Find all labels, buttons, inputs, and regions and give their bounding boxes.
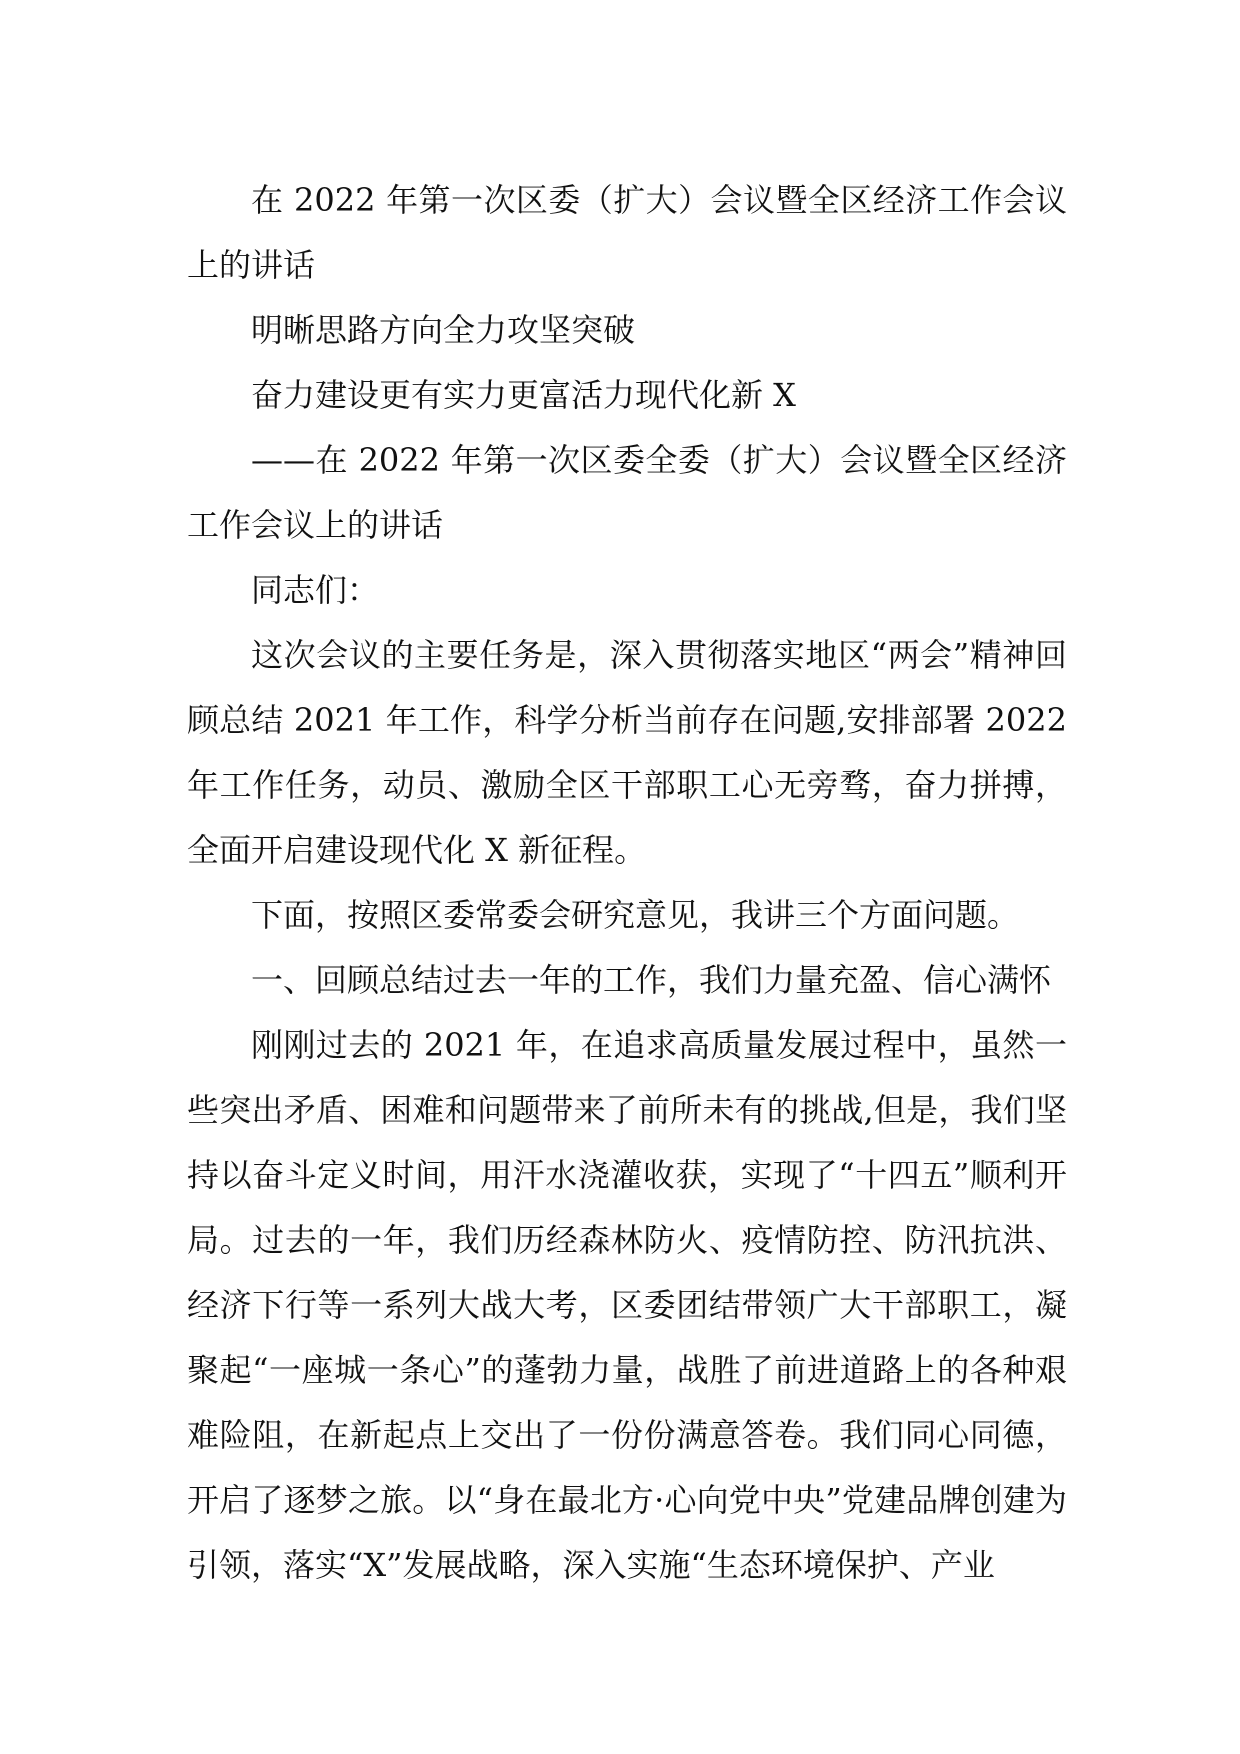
document-body — [187, 168, 1067, 1598]
paragraph-review-2021: 刚刚过去的 2021 年，在追求高质量发展过程中，虽然一些突出矛盾、困难和问题带来了前所未有的挑战,但是，我们坚持以奋斗定义时间，用汗水浇灌收获，实现了“十四五”顺利开局。过去的一年，我们历经森林防火、疫情防控、防汛抗洪、经济下行等一系列大战大考，区委团结带领广大干部职工，凝聚起“一座城一条心”的蓬勃力量，战胜了前进道路上的各种艰难险阻，在新起点上交出了一份份满意答卷。我们同心同德，开启了逐梦之旅。以“身在最北方·心向党中央”党建品牌创建为引领，落实“X”发展战略，深入实施“生态环境保护、产业 — [187, 1026, 1067, 1584]
paragraph-outline: 下面，按照区委常委会研究意见，我讲三个方面问题。 — [251, 896, 1020, 934]
document-title: 在 2022 年第一次区委（扩大）会议暨全区经济工作会议上的讲话 — [187, 181, 1067, 284]
main-heading-line-2: 奋力建设更有实力更富活力现代化新 X — [251, 376, 796, 414]
section-heading-1: 一、回顾总结过去一年的工作，我们力量充盈、信心满怀 — [251, 961, 1052, 999]
salutation: 同志们： — [251, 571, 380, 609]
speech-subtitle: ——在 2022 年第一次区委全委（扩大）会议暨全区经济工作会议上的讲话 — [187, 441, 1067, 544]
paragraph-meeting-task: 这次会议的主要任务是，深入贯彻落实地区“两会”精神回顾总结 2021 年工作，科学分析当前存在问题,安排部署 2022 年工作任务，动员、激励全区干部职工心无旁骛，奋力拼搏，全面开启建设现代化 X 新征程。 — [187, 636, 1067, 869]
main-heading-line-1: 明晰思路方向全力攻坚突破 — [251, 311, 636, 349]
